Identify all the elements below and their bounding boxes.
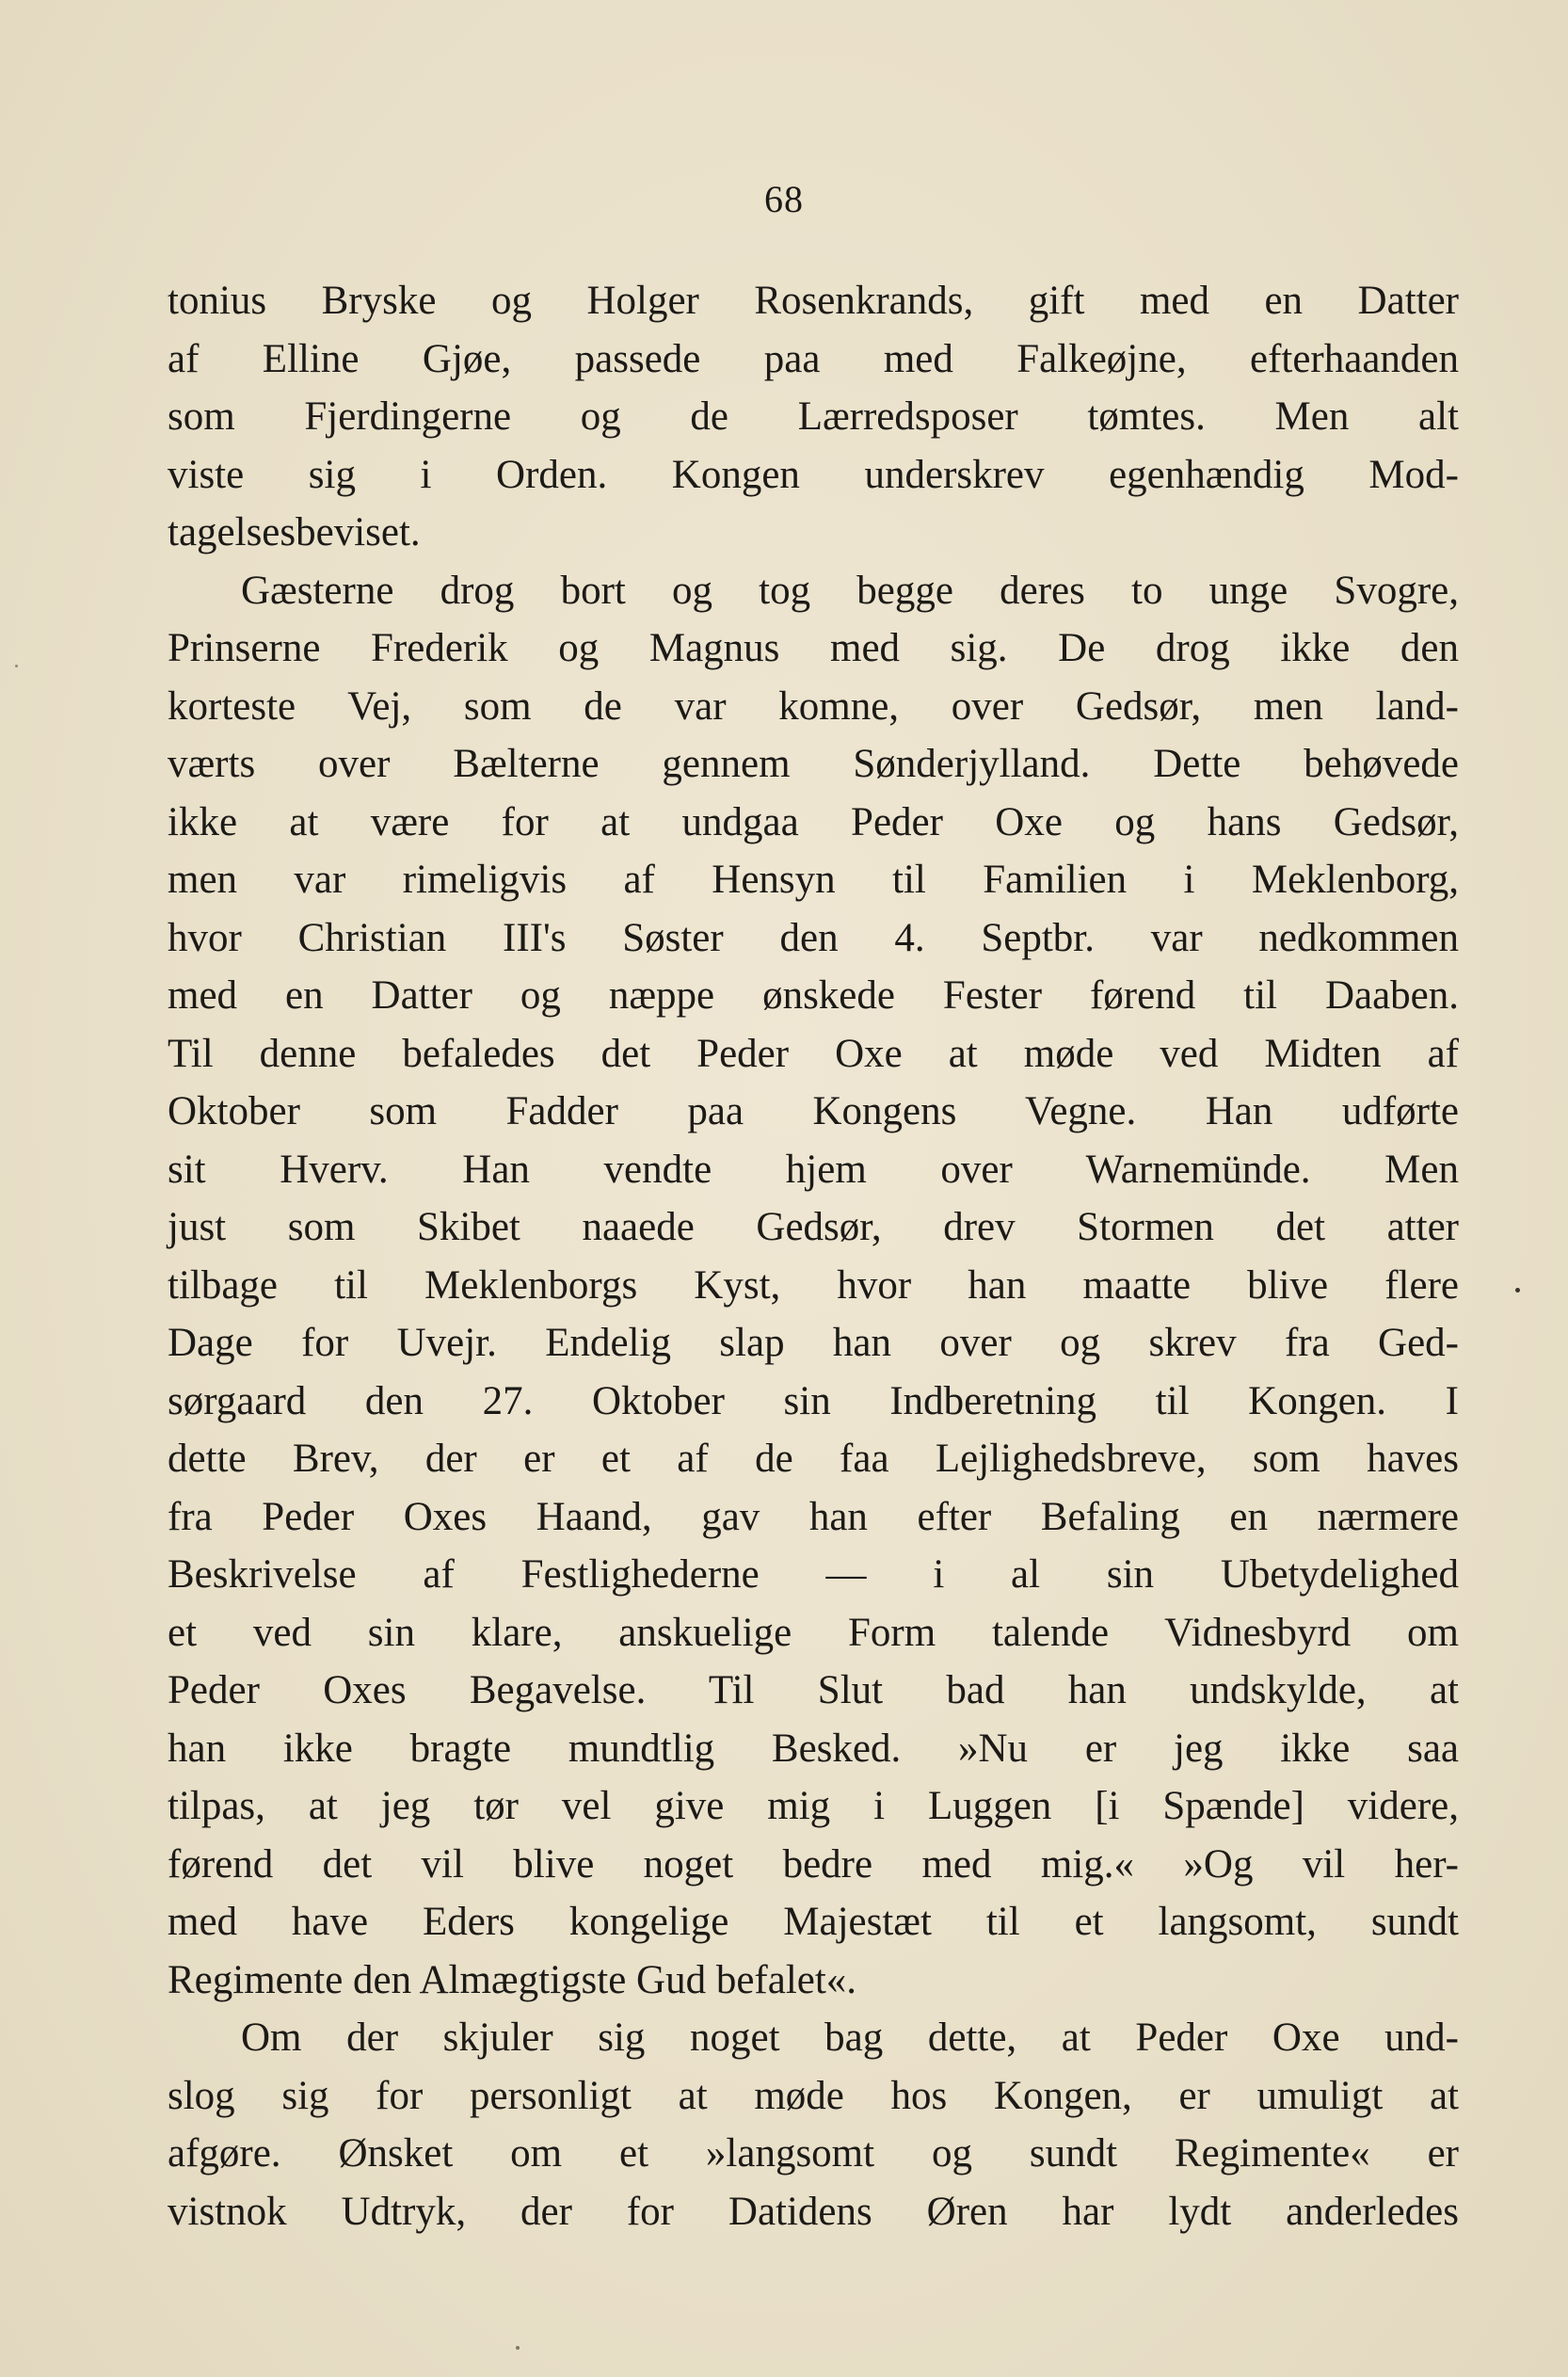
text-line: tilbage til Meklenborgs Kyst, hvor han maatte blive flere xyxy=(168,1262,1459,1308)
text-line: Regimente den Almægtigste Gud befalet«. xyxy=(168,1957,857,2002)
paragraph-start-line: Om der skjuler sig noget bag dette, at Peder Oxe und- xyxy=(241,2016,1459,2060)
text-line: Til denne befaledes det Peder Oxe at møde ved Midten af xyxy=(168,1031,1459,1076)
text-line: tagelsesbeviset. xyxy=(168,510,421,554)
text-line: et ved sin klare, anskuelige Form talende Vidnesbyrd om xyxy=(168,1610,1459,1655)
text-line: tonius Bryske og Holger Rosenkrands, gift med en Datter xyxy=(168,279,1459,323)
text-line: men var rimeligvis af Hensyn til Familien i Meklenborg, xyxy=(168,858,1459,902)
text-line: korteste Vej, som de var komne, over Gedsør, men land- xyxy=(168,683,1459,729)
body-text xyxy=(168,272,1459,2240)
text-line: Beskrivelse af Festlighederne — i al sin Ubetydelighed xyxy=(168,1552,1459,1597)
text-line: dette Brev, der er et af de faa Lejlighedsbreve, som haves xyxy=(168,1437,1459,1481)
text-line: som Fjerdingerne og de Lærredsposer tømtes. Men alt xyxy=(168,394,1459,439)
text-line: ikke at være for at undgaa Peder Oxe og hans Gedsør, xyxy=(168,799,1459,844)
paper-speck xyxy=(1515,1288,1520,1293)
page-number: 68 xyxy=(764,178,804,220)
text-line: Prinserne Frederik og Magnus med sig. De drog ikke den xyxy=(168,626,1459,670)
paragraph-start-line: Gæsterne drog bort og tog begge deres to unge Svogre, xyxy=(241,568,1459,613)
text-line: just som Skibet naaede Gedsør, drev Stormen det atter xyxy=(168,1205,1459,1249)
text-line: vistnok Udtryk, der for Datidens Øren har lydt anderledes xyxy=(168,2189,1459,2234)
text-line: sit Hverv. Han vendte hjem over Warnemünde. Men xyxy=(168,1147,1459,1192)
text-line: hvor Christian III's Søster den 4. Septbr. var nedkommen xyxy=(168,915,1459,960)
text-line: Dage for Uvejr. Endelig slap han over og skrev fra Ged- xyxy=(168,1321,1459,1365)
text-line: af Elline Gjøe, passede paa med Falkeøjne, efterhaanden xyxy=(168,336,1459,381)
text-line: værts over Bælterne gennem Sønderjylland. Dette behøvede xyxy=(168,742,1459,786)
text-line: med have Eders kongelige Majestæt til et langsomt, sundt xyxy=(168,1900,1459,1944)
text-line: fra Peder Oxes Haand, gav han efter Befaling en nærmere xyxy=(168,1494,1459,1539)
text-line: Oktober som Fadder paa Kongens Vegne. Han udførte xyxy=(168,1089,1459,1133)
text-line: Peder Oxes Begavelse. Til Slut bad han undskylde, at xyxy=(168,1668,1459,1712)
paper-speck xyxy=(15,665,18,667)
text-line: afgøre. Ønsket om et »langsomt og sundt Regimente« er xyxy=(168,2131,1459,2176)
text-line: førend det vil blive noget bedre med mig.« »Og vil her- xyxy=(168,1841,1459,1887)
text-line: han ikke bragte mundtlig Besked. »Nu er jeg ikke saa xyxy=(168,1726,1459,1771)
paper-speck xyxy=(516,2346,520,2350)
text-line: tilpas, at jeg tør vel give mig i Luggen [i Spænde] videre, xyxy=(168,1784,1459,1828)
text-line: med en Datter og næppe ønskede Fester førend til Daaben. xyxy=(168,973,1459,1018)
text-line: viste sig i Orden. Kongen underskrev egenhændig Mod- xyxy=(168,452,1459,497)
text-line: slog sig for personligt at møde hos Kongen, er umuligt at xyxy=(168,2073,1459,2118)
text-line: sørgaard den 27. Oktober sin Indberetning til Kongen. I xyxy=(168,1378,1459,1423)
